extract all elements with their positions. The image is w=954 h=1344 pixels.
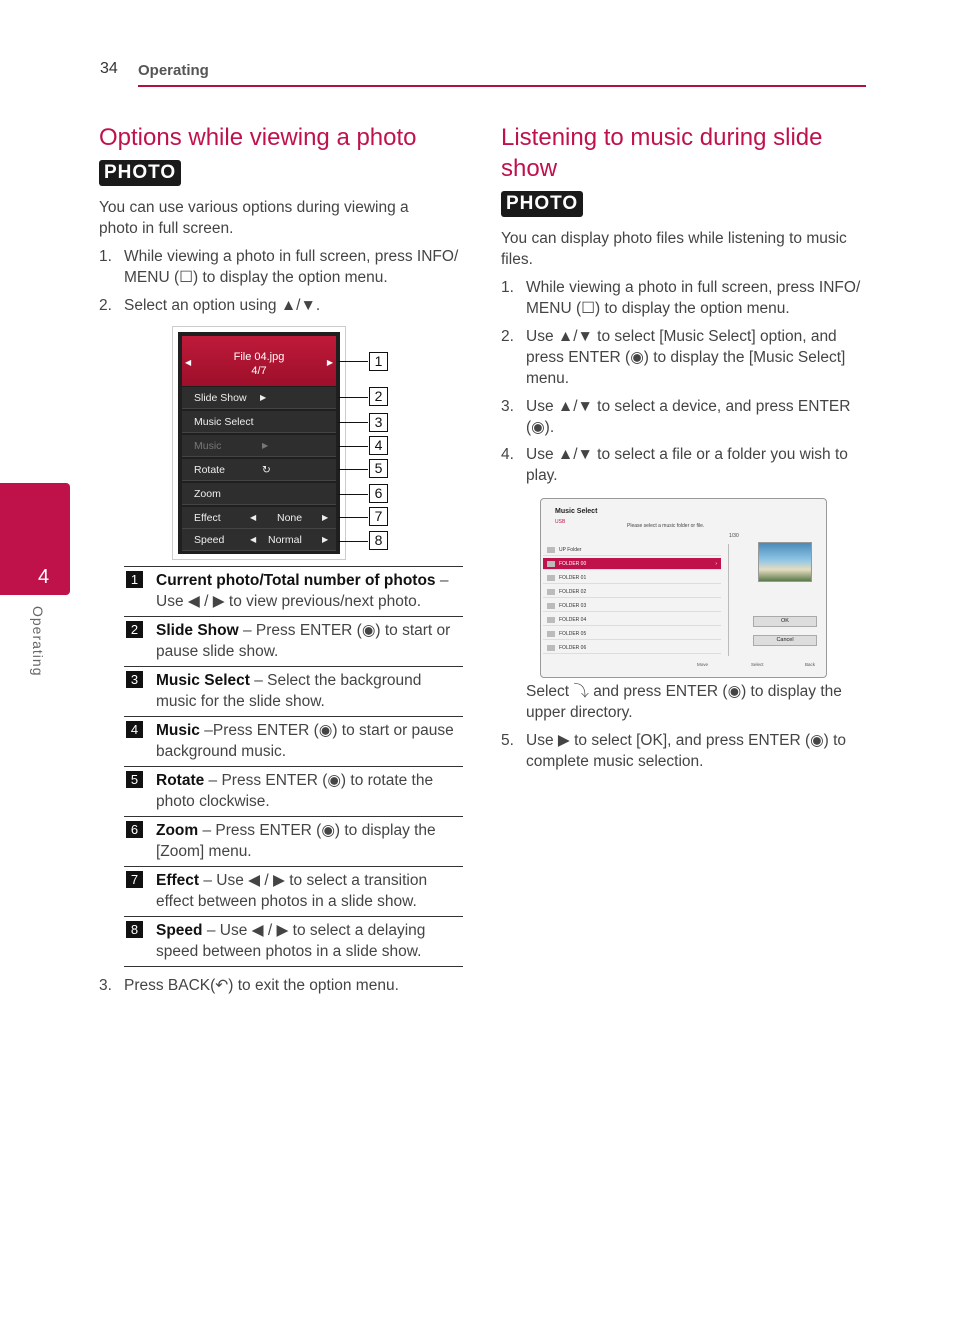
right-arrow-icon: ▶ — [322, 535, 329, 544]
chevron-right-icon: › — [715, 561, 717, 567]
menu-row-effect: Effect ◀ None ▶ — [182, 507, 336, 529]
menu-header — [182, 336, 336, 386]
ms-device: USB — [555, 519, 566, 525]
menu-row-speed: Speed ◀ Normal ▶ — [182, 529, 336, 551]
folder-icon — [547, 575, 555, 581]
ms-title: Music Select — [555, 508, 598, 515]
callout-3: 3 — [369, 413, 388, 432]
prev-arrow-icon: ◀ — [185, 358, 192, 367]
option-menu — [178, 332, 340, 554]
next-arrow-icon: ▶ — [326, 358, 333, 367]
ms-preview-image — [758, 542, 812, 582]
callout-line — [338, 361, 368, 362]
menu-row-zoom: Zoom — [182, 483, 336, 505]
option-table — [124, 566, 463, 967]
left-step-1: 1. While viewing a photo in full screen, press INFO/ MENU (☐) to display the option menu. — [99, 248, 459, 286]
callout-8: 8 — [369, 531, 388, 550]
ms-footer-select: Select — [751, 662, 764, 667]
ms-scrollbar — [728, 544, 729, 656]
ms-cancel-button: Cancel — [753, 635, 817, 646]
callout-line — [338, 494, 368, 495]
ms-row-up-folder: UP Folder — [543, 544, 721, 556]
menu-counter: 4/7 — [251, 365, 267, 377]
right-step-2: 2. Use ▲/▼ to select [Music Select] option, and press ENTER (◉) to display the [Music Select] menu. — [501, 328, 846, 387]
ms-footer-back: Back — [805, 662, 816, 667]
right-note: Select ⤵ and press ENTER (◉) to display the upper directory. — [526, 683, 842, 721]
right-heading: Listening to music during slide show — [501, 124, 823, 182]
callout-line — [338, 397, 368, 398]
right-arrow-icon: ▶ — [322, 513, 329, 522]
right-photo-badge: PHOTO — [501, 191, 583, 217]
left-arrow-icon: ◀ — [250, 535, 257, 544]
ms-ok-button: OK — [753, 616, 817, 627]
folder-icon — [547, 645, 555, 651]
ms-row-selected: FOLDER 00 › — [543, 558, 721, 570]
menu-filename: File 04.jpg — [233, 351, 285, 363]
menu-row-music-select: Music Select — [182, 411, 336, 433]
section-title: Operating — [138, 62, 209, 79]
ms-row: FOLDER 06 — [543, 642, 721, 654]
left-photo-badge: PHOTO — [99, 160, 181, 186]
callout-6: 6 — [369, 484, 388, 503]
table-row: 5 Rotate – Press ENTER (◉) to rotate the photo clockwise. — [124, 767, 463, 817]
menu-row-slide-show: Slide Show ▶ — [182, 387, 336, 409]
ms-row: FOLDER 04 — [543, 614, 721, 626]
right-intro: You can display photo files while listening to music files. — [501, 230, 847, 268]
chapter-number: 4 — [38, 566, 50, 588]
ms-row: FOLDER 03 — [543, 600, 721, 612]
callout-2: 2 — [369, 387, 388, 406]
callout-line — [338, 541, 368, 542]
table-row: 8 Speed – Use ◀ / ▶ to select a delaying speed between photos in a slide show. — [124, 917, 463, 967]
table-row: 1 Current photo/Total number of photos – Use ◀ / ▶ to view previous/next photo. — [124, 567, 463, 617]
menu-row-music: Music ▶ — [182, 435, 336, 457]
page-number: 34 — [100, 60, 118, 77]
folder-icon — [547, 617, 555, 623]
callout-7: 7 — [369, 507, 388, 526]
ms-row: FOLDER 01 — [543, 572, 721, 584]
left-heading: Options while viewing a photo — [99, 124, 417, 151]
right-step-1: 1. While viewing a photo in full screen, press INFO/ MENU (☐) to display the option menu. — [501, 279, 861, 317]
right-step-4: 4. Use ▲/▼ to select a file or a folder you wish to play. — [501, 446, 848, 484]
ms-hint: Please select a music folder or file. — [627, 523, 705, 529]
callout-1: 1 — [369, 352, 388, 371]
folder-icon — [547, 561, 555, 567]
music-select-screen — [540, 498, 827, 678]
menu-row-rotate: Rotate ↻ — [182, 459, 336, 481]
rotate-icon: ↻ — [262, 464, 271, 476]
callout-4: 4 — [369, 436, 388, 455]
callout-line — [338, 422, 368, 423]
table-row: 6 Zoom – Press ENTER (◉) to display the [Zoom] menu. — [124, 817, 463, 867]
ms-row: FOLDER 02 — [543, 586, 721, 598]
table-row: 3 Music Select – Select the background music for the slide show. — [124, 667, 463, 717]
ms-count: 1/30 — [729, 533, 739, 539]
folder-icon — [547, 603, 555, 609]
ms-row: FOLDER 05 — [543, 628, 721, 640]
chapter-label: Operating — [30, 606, 46, 677]
table-row: 2 Slide Show – Press ENTER (◉) to start or pause slide show. — [124, 617, 463, 667]
left-step-2: 2. Select an option using ▲/▼. — [99, 297, 321, 314]
header-rule — [138, 85, 866, 87]
callout-line — [338, 446, 368, 447]
left-arrow-icon: ◀ — [250, 513, 257, 522]
right-step-5: 5. Use ▶ to select [OK], and press ENTER (◉) to complete music selection. — [501, 732, 847, 770]
callout-line — [338, 469, 368, 470]
ms-footer-move: Move — [697, 662, 709, 667]
chapter-tab — [0, 483, 70, 595]
folder-icon — [547, 631, 555, 637]
callout-5: 5 — [369, 459, 388, 478]
left-step-3: 3. Press BACK(↶) to exit the option menu. — [99, 977, 399, 994]
folder-icon — [547, 547, 555, 553]
left-intro: You can use various options during viewing a photo in full screen. — [99, 199, 409, 237]
table-row: 7 Effect – Use ◀ / ▶ to select a transition effect between photos in a slide show. — [124, 867, 463, 917]
table-row: 4 Music –Press ENTER (◉) to start or pause background music. — [124, 717, 463, 767]
callout-line — [338, 517, 368, 518]
folder-icon — [547, 589, 555, 595]
right-step-3: 3. Use ▲/▼ to select a device, and press ENTER (◉). — [501, 398, 851, 436]
